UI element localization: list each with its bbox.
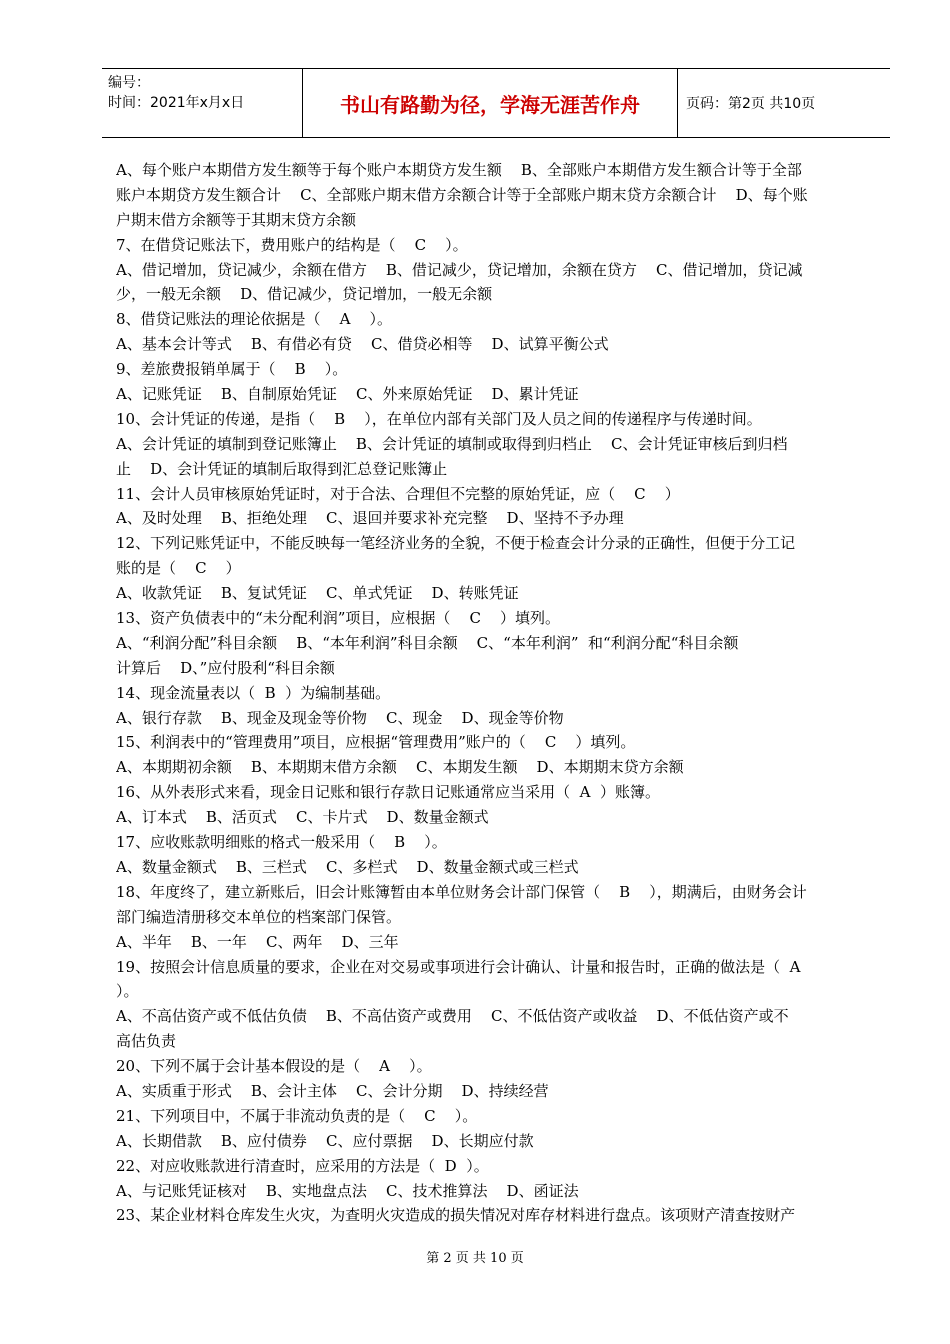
- text-line: 18、年度终了，建立新账后，旧会计账簿暂由本单位财务会计部门保管（ B ），期满后，由财务会计: [116, 882, 807, 901]
- date-label: 时间：2021年x月x日: [108, 95, 245, 111]
- text-line: 13、资产负债表中的“未分配利润”项目，应根据（ C ）填列。: [116, 609, 561, 628]
- text-line: A、基本会计等式 B、有借必有贷 C、借贷必相等 D、试算平衡公式: [116, 335, 609, 354]
- text-line: 计算后 D、”应付股利“科目余额: [116, 658, 335, 677]
- text-line: A、数量金额式 B、三栏式 C、多栏式 D、数量金额式或三栏式: [116, 857, 579, 876]
- text-line: A、及时处理 B、拒绝处理 C、退回并要求补充完整 D、坚持不予办理: [116, 509, 624, 528]
- text-line: 20、下列不属于会计基本假设的是（ A ）。: [116, 1057, 432, 1076]
- text-line: ）。: [116, 982, 139, 1001]
- text-line: 账的是（ C ）: [116, 559, 241, 578]
- text-line: 22、对应收账款进行清查时，应采用的方法是（ D ）。: [116, 1156, 489, 1175]
- text-line: 11、会计人员审核原始凭证时，对于合法、合理但不完整的原始凭证，应（ C ）: [116, 484, 680, 503]
- text-line: 19、按照会计信息质量的要求，企业在对交易或事项进行会计确认、计量和报告时，正确的做法是（ A: [116, 957, 801, 976]
- text-line: A、与记账凭证核对 B、实地盘点法 C、技术推算法 D、函证法: [116, 1181, 579, 1200]
- text-line: A、长期借款 B、应付债券 C、应付票据 D、长期应付款: [116, 1131, 534, 1150]
- text-line: 14、现金流量表以（ B ）为编制基础。: [116, 683, 391, 702]
- text-line: 21、下列项目中，不属于非流动负责的是（ C ）。: [116, 1106, 478, 1125]
- text-line: 7、在借贷记账法下，费用账户的结构是（ C ）。: [116, 235, 468, 254]
- header-page-number: 页码：第2页 共10页: [686, 96, 816, 112]
- text-line: 23、某企业材料仓库发生火灾，为查明火灾造成的损失情况对库存材料进行盘点。该项财产清查按财产: [116, 1206, 796, 1225]
- page-footer: 第 2 页 共 10 页: [426, 1251, 524, 1266]
- text-line: 止 D、会计凭证的填制后取得到汇总登记账簿止: [116, 459, 448, 478]
- document-body: [116, 158, 880, 1228]
- text-line: A、实质重于形式 B、会计主体 C、会计分期 D、持续经营: [116, 1081, 549, 1100]
- header-meta: [102, 69, 302, 137]
- text-line: A、不高估资产或不低估负债 B、不高估资产或费用 C、不低估资产或收益 D、不低估资产或不: [116, 1007, 789, 1026]
- text-line: A、半年 B、一年 C、两年 D、三年: [116, 932, 399, 951]
- text-line: A、会计凭证的填制到登记账簿止 B、会计凭证的填制或取得到归档止 C、会计凭证审核后到归档: [116, 434, 788, 453]
- text-line: 10、会计凭证的传递，是指（ B ），在单位内部有关部门及人员之间的传递程序与传递时间。: [116, 409, 762, 428]
- text-line: 高估负责: [116, 1032, 177, 1051]
- text-line: 17、应收账款明细账的格式一般采用（ B ）。: [116, 833, 447, 852]
- text-line: A、银行存款 B、现金及现金等价物 C、现金 D、现金等价物: [116, 708, 564, 727]
- text-line: 账户本期贷方发生额合计 C、全部账户期末借方余额合计等于全部账户期末贷方余额合计 D、每个账: [116, 185, 808, 204]
- text-line: 15、利润表中的“管理费用”项目，应根据“管理费用”账户的（ C ）填列。: [116, 733, 636, 752]
- text-line: A、借记增加，贷记减少，余额在借方 B、借记减少，贷记增加，余额在贷方 C、借记增加，贷记减: [116, 260, 803, 279]
- text-line: 8、借贷记账法的理论依据是（ A ）。: [116, 310, 393, 329]
- text-line: 户期末借方余额等于其期末贷方余额: [116, 210, 357, 229]
- text-line: 部门编造清册移交本单位的档案部门保管。: [116, 907, 402, 926]
- text-line: A、记账凭证 B、自制原始凭证 C、外来原始凭证 D、累计凭证: [116, 385, 579, 404]
- text-line: 12、下列记账凭证中，不能反映每一笔经济业务的全貌，不便于检查会计分录的正确性，但便于分工记: [116, 534, 796, 553]
- header-motto: 书山有路勤为径，学海无涯苦作舟: [302, 69, 678, 137]
- text-line: A、订本式 B、活页式 C、卡片式 D、数量金额式: [116, 808, 489, 827]
- text-line: A、本期期初余额 B、本期期末借方余额 C、本期发生额 D、本期期末贷方余额: [116, 758, 684, 777]
- text-line: 9、差旅费报销单属于（ B ）。: [116, 360, 348, 379]
- page-header: [102, 68, 890, 138]
- text-line: A、收款凭证 B、复试凭证 C、单式凭证 D、转账凭证: [116, 584, 519, 603]
- text-line: 16、从外表形式来看，现金日记账和银行存款日记账通常应当采用（ A ）账簿。: [116, 783, 660, 802]
- text-line: A、“利润分配”科目余额 B、“本年利润”科目余额 C、“本年利润” 和“利润分配“科目余额: [116, 633, 739, 652]
- text-line: 少，一般无余额 D、借记减少，贷记增加，一般无余额: [116, 285, 493, 304]
- number-label: 编号：: [108, 75, 150, 91]
- text-line: A、每个账户本期借方发生额等于每个账户本期贷方发生额 B、全部账户本期借方发生额合计等于全部: [116, 161, 802, 179]
